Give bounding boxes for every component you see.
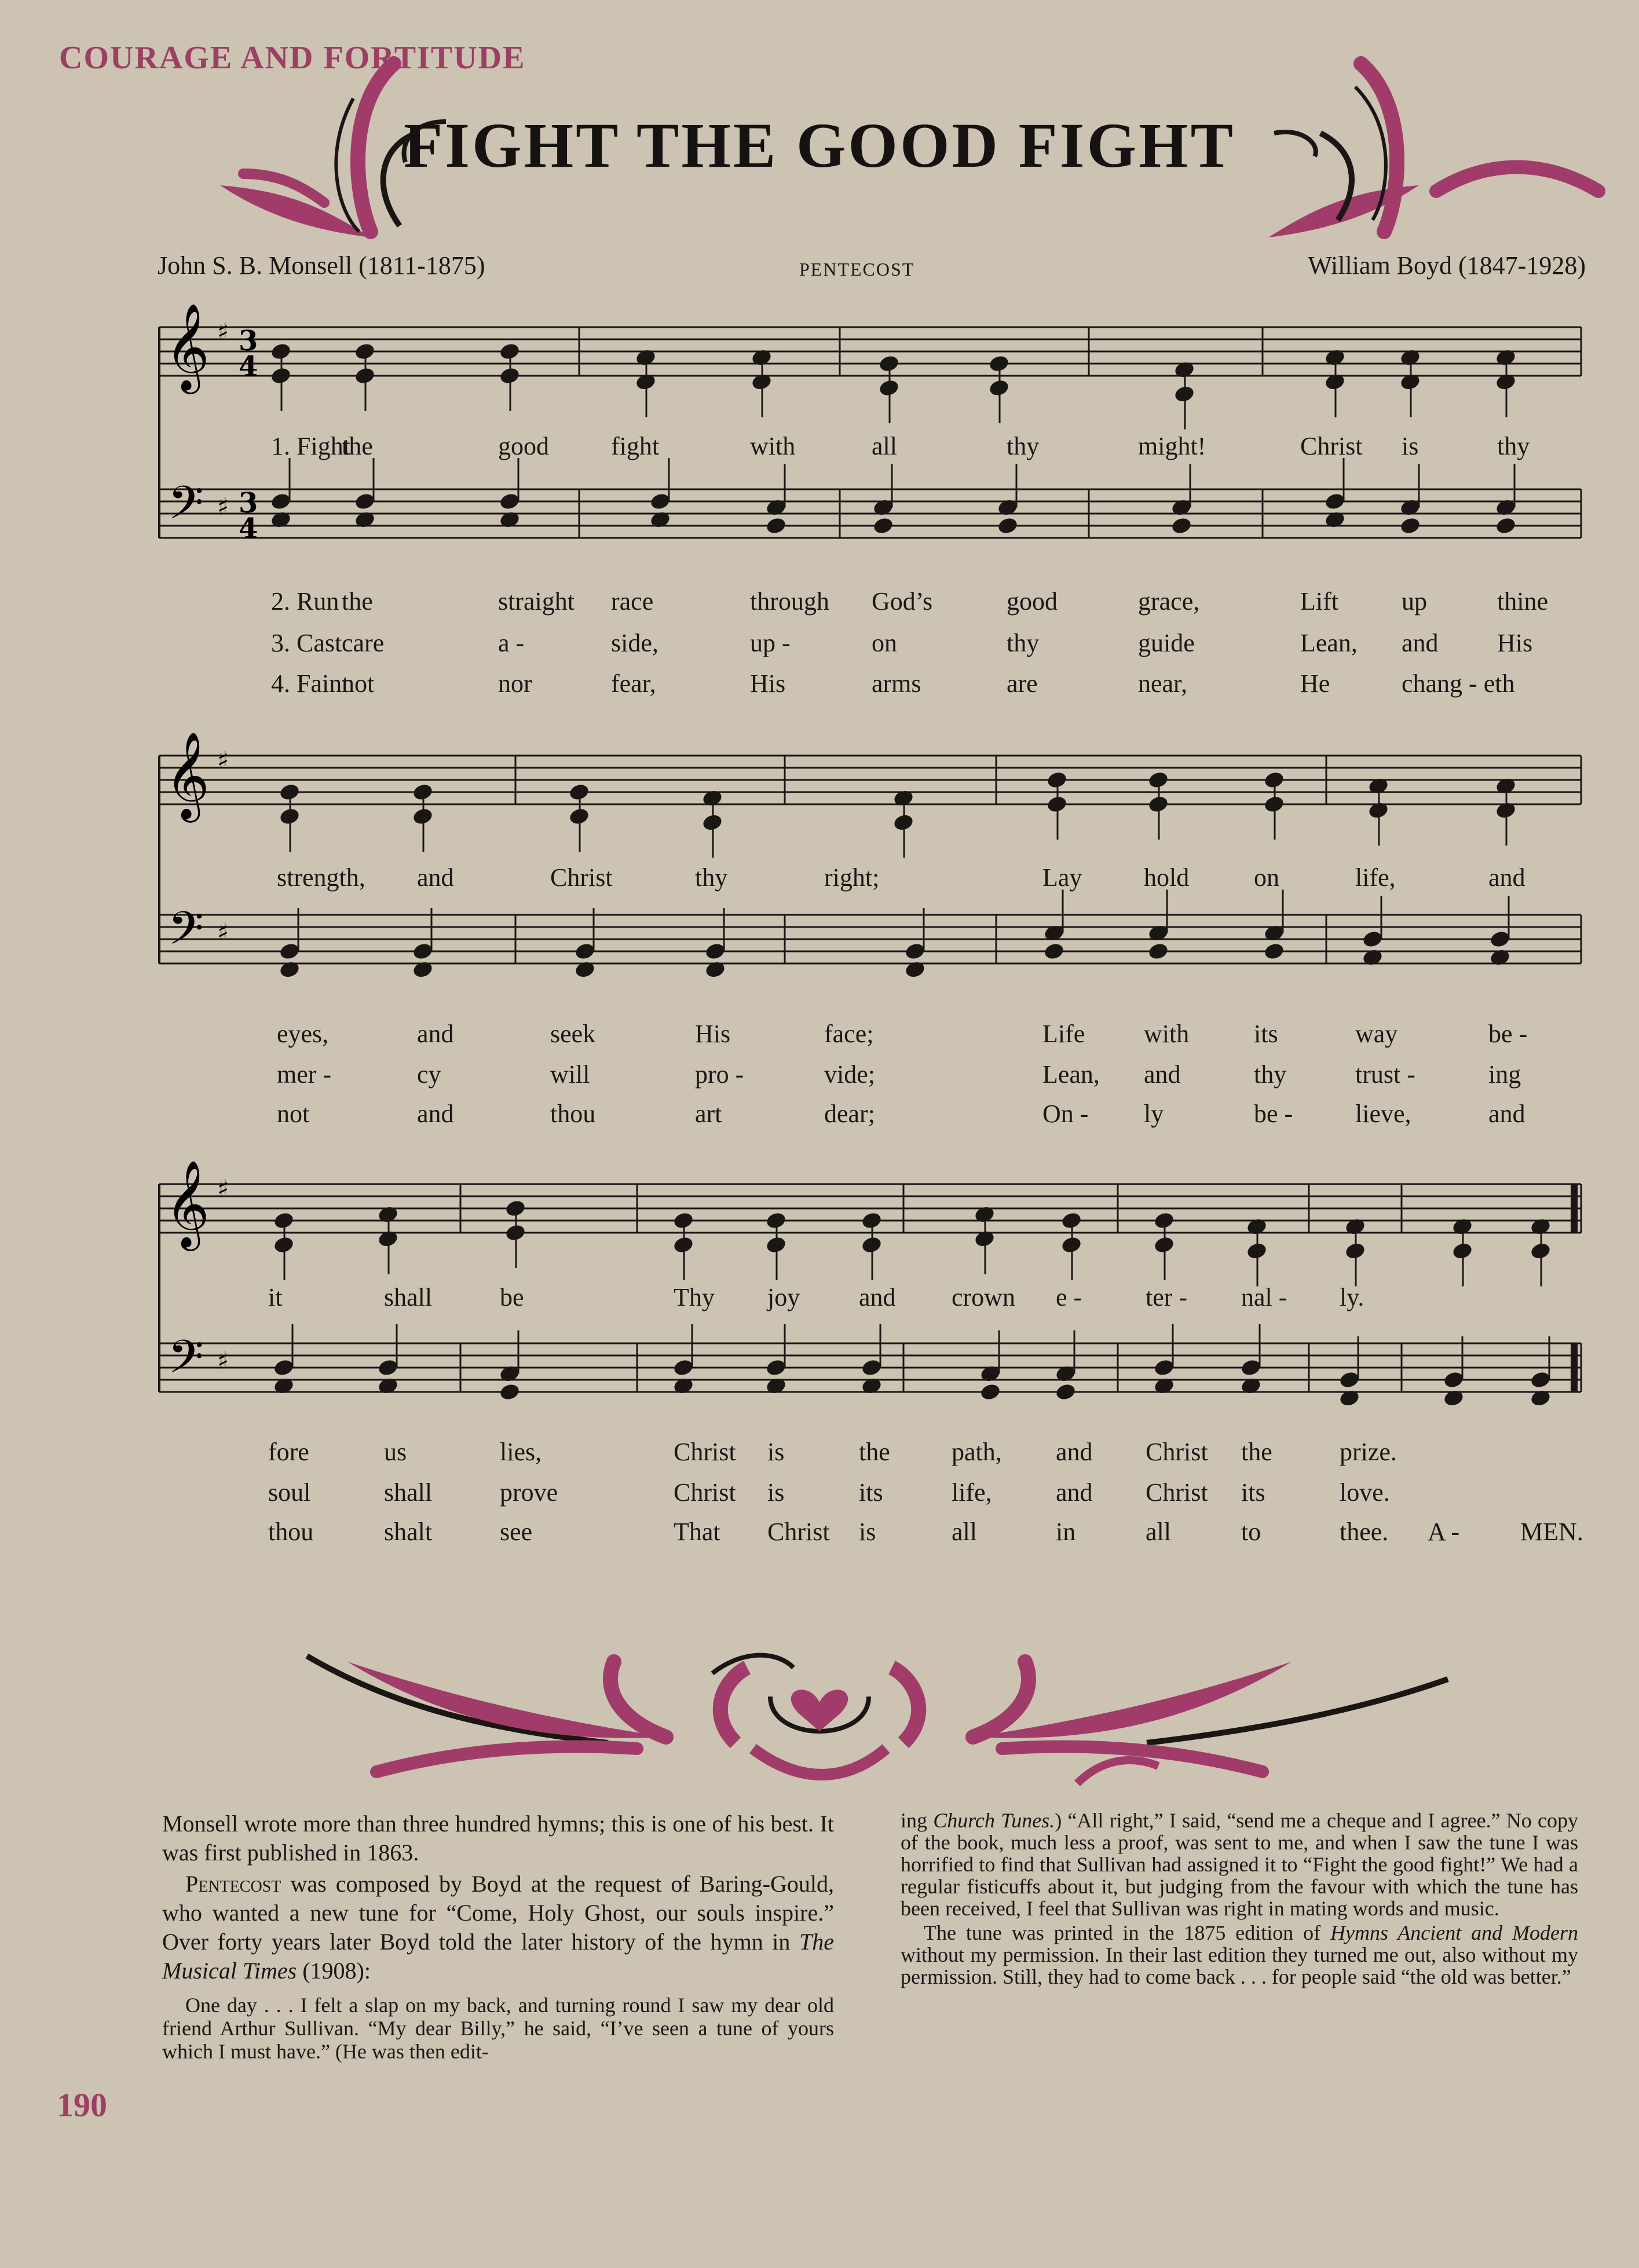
lyric-syllable: shalt: [384, 1518, 433, 1546]
lyric-syllable: On -: [1042, 1100, 1089, 1128]
prose-right-q1: [901, 1809, 1578, 1919]
lyric-syllable: Christ: [1300, 432, 1363, 460]
prose-right: [901, 1809, 1578, 1990]
key-signature-sharp: ♯: [217, 317, 229, 346]
lyric-syllable: and: [1056, 1478, 1093, 1507]
lyric-syllable: mer -: [277, 1060, 332, 1089]
time-signature: 4: [239, 512, 258, 545]
lyric-syllable: cy: [417, 1060, 441, 1089]
lyric-syllable: us: [384, 1438, 407, 1466]
key-signature-sharp: ♯: [217, 918, 229, 946]
lyric-syllable: thy: [1007, 629, 1040, 657]
lyric-syllable: be -: [1488, 1020, 1528, 1048]
lyric-syllable: Christ: [550, 863, 613, 892]
lyric-syllable: thou: [550, 1100, 596, 1128]
lyric-syllable: MEN.: [1520, 1518, 1583, 1546]
lyric-syllable: fear,: [611, 669, 656, 698]
lyric-syllable: and: [1488, 863, 1525, 892]
treble-clef: 𝄞: [165, 302, 210, 390]
lyric-syllable: good: [1007, 587, 1058, 615]
lyric-syllable: He: [1300, 669, 1330, 698]
lyric-syllable: lieve,: [1355, 1100, 1411, 1128]
lyric-syllable: 1. Fight: [271, 432, 350, 460]
lyric-syllable: Thy: [674, 1283, 715, 1311]
lyric-syllable: nor: [498, 669, 532, 698]
lyric-syllable: shall: [384, 1283, 433, 1311]
lyric-syllable: love.: [1340, 1478, 1390, 1507]
lyric-syllable: it: [268, 1283, 283, 1311]
lyric-syllable: a -: [498, 629, 525, 657]
lyric-syllable: Lay: [1042, 863, 1082, 892]
lyric-syllable: art: [695, 1100, 722, 1128]
key-signature-sharp: ♯: [217, 1174, 229, 1203]
lyric-syllable: care: [342, 629, 385, 657]
lyric-syllable: Lean,: [1300, 629, 1358, 657]
treble-clef: 𝄞: [165, 1159, 210, 1247]
lyric-syllable: Christ: [1146, 1438, 1208, 1466]
lyric-syllable: face;: [824, 1020, 874, 1048]
hymn-title: FIGHT THE GOOD FIGHT: [404, 110, 1235, 181]
lyric-syllable: the: [1241, 1438, 1272, 1466]
lyric-syllable: be -: [1254, 1100, 1293, 1128]
page-number: 190: [57, 2086, 107, 2124]
prose-left-quote: One day . . . I felt a slap on my back, and turning round I saw my dear old friend Arthur Sullivan. “My dear Billy,” he said, “I’ve seen a tune of yours which I must have.” (He was then edit-: [162, 1994, 834, 2063]
lyric-syllable: fight: [611, 432, 660, 460]
lyric-syllable: That: [674, 1518, 720, 1546]
lyric-syllable: and: [1488, 1100, 1525, 1128]
treble-clef: 𝄞: [165, 731, 210, 819]
lyric-syllable: with: [1144, 1020, 1190, 1048]
lyric-syllable: shall: [384, 1478, 433, 1507]
lyric-syllable: fore: [268, 1438, 309, 1466]
lyric-syllable: and: [1144, 1060, 1181, 1089]
lyric-syllable: ly: [1144, 1100, 1164, 1128]
lyric-syllable: all: [872, 432, 897, 460]
lyric-syllable: Christ: [674, 1478, 736, 1507]
lyric-syllable: the: [342, 432, 373, 460]
lyric-syllable: see: [500, 1518, 533, 1546]
church-tunes-title: Church Tunes.: [933, 1809, 1055, 1832]
lyric-syllable: and: [1402, 629, 1439, 657]
lyric-syllable: on: [1254, 863, 1279, 892]
lyric-syllable: e -: [1056, 1283, 1082, 1311]
prose-right-q2-text: without my permission. In their last edition they turned me out, also without my permission. Still, they had to come back . . . for people said “the old was better.”: [901, 1943, 1578, 1988]
lyric-syllable: thee.: [1340, 1518, 1389, 1546]
lyric-syllable: and: [417, 1020, 454, 1048]
lyric-syllable: with: [750, 432, 796, 460]
lyric-syllable: the: [859, 1438, 890, 1466]
lyric-syllable: God’s: [872, 587, 933, 615]
lyric-syllable: thy: [1007, 432, 1040, 460]
lyric-syllable: is: [859, 1518, 876, 1546]
lyric-syllable: thy: [1497, 432, 1530, 460]
lyric-syllable: ly.: [1340, 1283, 1364, 1311]
lyric-syllable: Life: [1042, 1020, 1085, 1048]
lyric-syllable: Christ: [767, 1518, 830, 1546]
lyric-syllable: joy: [767, 1283, 800, 1311]
lyric-syllable: 3. Cast: [271, 629, 342, 657]
lyric-syllable: crown: [952, 1283, 1015, 1311]
lyric-syllable: be: [500, 1283, 524, 1311]
lyric-syllable: Lift: [1300, 587, 1338, 615]
lyric-syllable: its: [1241, 1478, 1265, 1507]
lyric-syllable: the: [342, 587, 373, 615]
lyric-syllable: is: [767, 1438, 785, 1466]
lyric-syllable: through: [750, 587, 829, 615]
lyric-syllable: 2. Run: [271, 587, 339, 615]
lyric-syllable: seek: [550, 1020, 596, 1048]
lyric-syllable: thou: [268, 1518, 314, 1546]
lyric-syllable: and: [859, 1283, 896, 1311]
section-title: COURAGE AND FORTITUDE: [59, 40, 526, 76]
prose-left-p2-end: (1908):: [297, 1958, 371, 1984]
lyric-syllable: trust -: [1355, 1060, 1415, 1089]
bass-clef: 𝄢: [168, 1330, 204, 1395]
time-signature: 3: [239, 487, 258, 519]
lyric-syllable: prove: [500, 1478, 558, 1507]
lyric-syllable: race: [611, 587, 654, 615]
pentecost-lead: Pentecost: [185, 1871, 281, 1897]
lyric-syllable: 4. Faint: [271, 669, 349, 698]
lyric-syllable: life,: [952, 1478, 992, 1507]
lyric-syllable: are: [1007, 669, 1038, 698]
prose-left-p2: [162, 1870, 834, 1985]
hymns-ancient-modern-title: Hymns Ancient and Modern: [1330, 1921, 1578, 1944]
lyric-syllable: dear;: [824, 1100, 875, 1128]
lyric-syllable: and: [417, 863, 454, 892]
lyric-syllable: its: [1254, 1020, 1278, 1048]
lyric-syllable: pro -: [695, 1060, 744, 1089]
lyric-syllable: way: [1355, 1020, 1398, 1048]
lyric-syllable: will: [550, 1060, 590, 1089]
tune-name: PENTECOST: [799, 259, 915, 280]
lyric-syllable: thine: [1497, 587, 1548, 615]
lyric-syllable: Christ: [1146, 1478, 1208, 1507]
key-signature-sharp: ♯: [217, 492, 229, 521]
lyric-syllable: thy: [1254, 1060, 1287, 1089]
lyric-syllable: Christ: [674, 1438, 736, 1466]
author-credit: John S. B. Monsell (1811-1875): [158, 251, 485, 280]
prose-left: [162, 1809, 834, 2065]
lyric-syllable: near,: [1138, 669, 1187, 698]
lyric-syllable: its: [859, 1478, 883, 1507]
lyric-syllable: hold: [1144, 863, 1190, 892]
time-signature: 3: [239, 325, 258, 357]
lyric-syllable: all: [952, 1518, 977, 1546]
lyric-syllable: His: [695, 1020, 731, 1048]
lyric-syllable: up -: [750, 629, 791, 657]
prose-right-q2-start: The tune was printed in the 1875 edition of: [924, 1921, 1331, 1944]
lyric-syllable: and: [417, 1100, 454, 1128]
time-signature: 4: [239, 350, 258, 383]
lyric-syllable: chang - eth: [1402, 669, 1515, 698]
lyric-syllable: on: [872, 629, 897, 657]
lyric-syllable: good: [498, 432, 549, 460]
prose-right-q1-text: ) “All right,” I said, “send me a cheque and I agree.” No copy of the book, much less a proof, was sent to me, and when I saw the tune I was horrified to find that Sullivan had assigned it to “Fight the good fight!” We had a regular fisticuffs about it, but judging from the favour with which the tune has been received, I feel that Sullivan was right in mating words and music.: [901, 1809, 1578, 1920]
lyric-syllable: grace,: [1138, 587, 1200, 615]
lyric-syllable: soul: [268, 1478, 311, 1507]
lyric-syllable: ter -: [1146, 1283, 1188, 1311]
lyric-syllable: straight: [498, 587, 575, 615]
bass-clef: 𝄢: [168, 476, 204, 541]
musical-times-title: The Musical Times: [162, 1929, 834, 1984]
lyric-syllable: up: [1402, 587, 1427, 615]
lyric-syllable: to: [1241, 1518, 1261, 1546]
lyric-syllable: thy: [695, 863, 728, 892]
prose-left-p1: Monsell wrote more than three hundred hymns; this is one of his best. It was first published in 1863.: [162, 1811, 834, 1866]
lyric-syllable: right;: [824, 863, 880, 892]
lyric-syllable: is: [767, 1478, 785, 1507]
lyric-syllable: not: [342, 669, 375, 698]
lyric-syllable: and: [1056, 1438, 1093, 1466]
lyric-syllable: vide;: [824, 1060, 875, 1089]
bass-clef: 𝄢: [168, 902, 204, 966]
lyric-syllable: His: [750, 669, 786, 698]
lyric-syllable: path,: [952, 1438, 1002, 1466]
key-signature-sharp: ♯: [217, 746, 229, 774]
lyric-syllable: in: [1056, 1518, 1076, 1546]
lyric-syllable: might!: [1138, 432, 1206, 460]
key-signature-sharp: ♯: [217, 1346, 229, 1375]
lyric-syllable: lies,: [500, 1438, 542, 1466]
composer-credit: William Boyd (1847-1928): [1308, 251, 1586, 280]
prose-right-q2: [901, 1922, 1578, 1988]
lyric-syllable: nal -: [1241, 1283, 1287, 1311]
lyric-syllable: side,: [611, 629, 658, 657]
lyric-syllable: not: [277, 1100, 310, 1128]
lyric-syllable: arms: [872, 669, 921, 698]
lyric-syllable: prize.: [1340, 1438, 1397, 1466]
lyric-syllable: all: [1146, 1518, 1171, 1546]
prose-left-p2-text: was composed by Boyd at the request of Baring-Gould, who wanted a new tune for “Come, Holy Ghost, our souls inspire.” Over forty years later Boyd told the later history of the hymn in: [162, 1871, 834, 1955]
lyric-syllable: strength,: [277, 863, 365, 892]
lyric-syllable: His: [1497, 629, 1533, 657]
prose-right-q1-start: ing: [901, 1809, 934, 1832]
lyric-syllable: is: [1402, 432, 1419, 460]
lyric-syllable: Lean,: [1042, 1060, 1100, 1089]
lyric-syllable: guide: [1138, 629, 1195, 657]
lyric-syllable: A -: [1428, 1518, 1459, 1546]
lyric-syllable: life,: [1355, 863, 1396, 892]
lyric-syllable: ing: [1488, 1060, 1521, 1089]
lyric-syllable: eyes,: [277, 1020, 329, 1048]
